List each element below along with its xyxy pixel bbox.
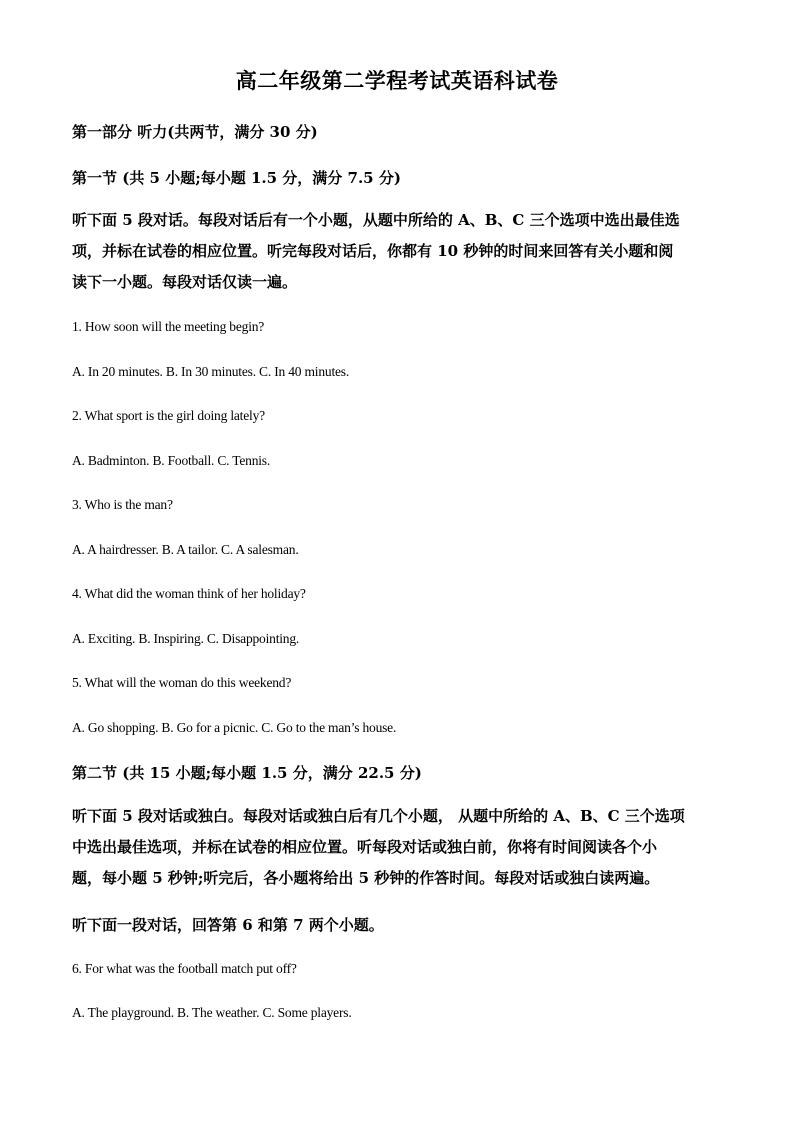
question-2: 2. What sport is the girl doing lately? — [72, 408, 265, 423]
question-3-options: A. A hairdresser. B. A tailor. C. A salesman. — [72, 542, 299, 557]
section2-instructions — [72, 801, 722, 894]
section2-heading: 第二节 (共 15 小题;每小题 1.5 分，满分 22.5 分) — [72, 764, 422, 782]
question-5-options: A. Go shopping. B. Go for a picnic. C. Go to the man’s house. — [72, 720, 397, 735]
question-1-options: A. In 20 minutes. B. In 30 minutes. C. In 40 minutes. — [72, 364, 350, 379]
question-6: 6. For what was the football match put off? — [72, 961, 297, 976]
section1-heading: 第一节 (共 5 小题;每小题 1.5 分，满分 7.5 分) — [72, 169, 401, 187]
question-3: 3. Who is the man? — [72, 497, 173, 512]
question-4: 4. What did the woman think of her holiday? — [72, 586, 306, 601]
question-2-options: A. Badminton. B. Football. C. Tennis. — [72, 453, 271, 468]
section1-instructions — [72, 205, 722, 298]
instruction-line: 项，并标在试卷的相应位置。听完每段对话后，你都有 10 秒钟的时间来回答有关小题和阅 — [72, 242, 674, 260]
instruction-line: 听下面 5 段对话。每段对话后有一个小题，从题中所给的 A、B、C 三个选项中选出最佳选 — [72, 211, 680, 229]
question-5: 5. What will the woman do this weekend? — [72, 675, 292, 690]
question-4-options: A. Exciting. B. Inspiring. C. Disappointing. — [72, 631, 300, 646]
instruction-line: 听下面 5 段对话或独白。每段对话或独白后有几个小题， 从题中所给的 A、B、C 三个选项 — [72, 807, 685, 825]
part1-heading: 第一部分 听力(共两节，满分 30 分) — [72, 123, 318, 141]
instruction-line: 读下一小题。每段对话仅读一遍。 — [72, 273, 298, 291]
question-6-options: A. The playground. B. The weather. C. Some players. — [72, 1005, 352, 1020]
instruction-line: 题，每小题 5 秒钟;听完后，各小题将给出 5 秒钟的作答时间。每段对话或独白读两遍。 — [72, 869, 660, 887]
instruction-line: 中选出最佳选项，并标在试卷的相应位置。听每段对话或独白前，你将有时间阅读各个小 — [72, 838, 658, 856]
page-title: 高二年级第二学程考试英语科试卷 — [235, 68, 559, 93]
section2-subheading: 听下面一段对话，回答第 6 和第 7 两个小题。 — [72, 916, 384, 934]
question-1: 1. How soon will the meeting begin? — [72, 319, 265, 334]
